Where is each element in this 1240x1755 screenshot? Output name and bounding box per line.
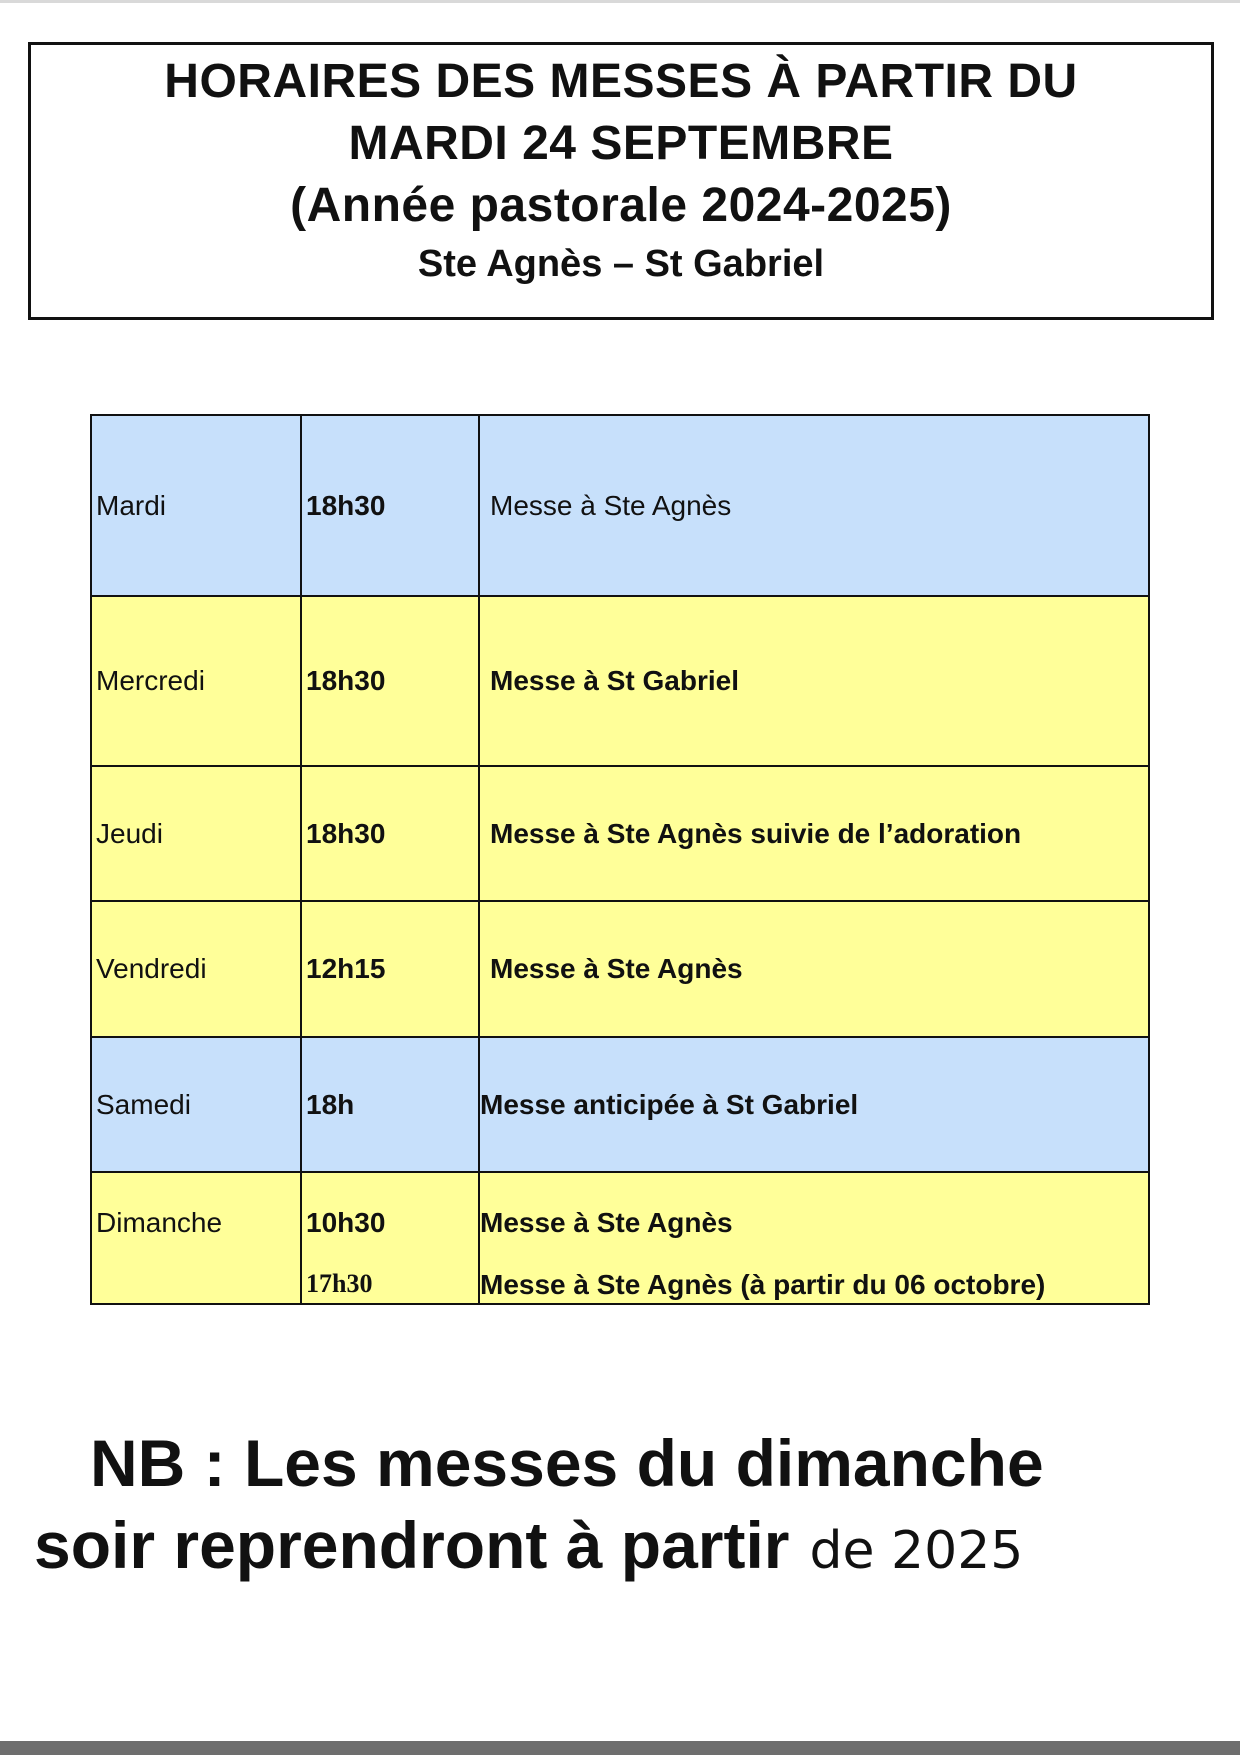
table-row bbox=[91, 1037, 1149, 1172]
description-cell: Messe à St Gabriel bbox=[479, 596, 1149, 766]
description-cell: Messe anticipée à St Gabriel bbox=[479, 1037, 1149, 1172]
table-row bbox=[91, 596, 1149, 766]
note-line-2: soir reprendront à partir bbox=[34, 1508, 790, 1582]
description-cell: Messe à Ste Agnès bbox=[479, 901, 1149, 1037]
parishes-subtitle: Ste Agnès – St Gabriel bbox=[417, 243, 825, 285]
time-cell: 18h bbox=[301, 1037, 479, 1172]
day-cell: Mercredi bbox=[91, 596, 301, 766]
time-cell: 18h30 bbox=[301, 596, 479, 766]
description-line-2: Messe à Ste Agnès (à partir du 06 octobre) bbox=[480, 1269, 1046, 1300]
note bbox=[34, 1422, 1214, 1592]
note-line-1: NB : Les messes du dimanche bbox=[90, 1426, 1044, 1500]
bottom-edge bbox=[0, 1741, 1240, 1755]
time-cell: 18h30 bbox=[301, 766, 479, 901]
description-cell bbox=[479, 1172, 1149, 1304]
day-cell: Dimanche bbox=[91, 1172, 301, 1304]
time-line-2: 17h30 bbox=[306, 1269, 373, 1298]
description-line-1: Messe à Ste Agnès bbox=[480, 1207, 733, 1238]
day-cell: Jeudi bbox=[91, 766, 301, 901]
table-row bbox=[91, 1172, 1149, 1304]
day-cell: Mardi bbox=[91, 415, 301, 596]
time-line-1: 10h30 bbox=[306, 1207, 386, 1238]
note-line-2-wrap bbox=[34, 1504, 1214, 1592]
description-cell: Messe à Ste Agnès suivie de l’adoration bbox=[479, 766, 1149, 901]
table-row bbox=[91, 901, 1149, 1037]
table-row bbox=[91, 415, 1149, 596]
title-line-3: (Année pastorale 2024-2025) bbox=[290, 179, 952, 232]
table-row bbox=[91, 766, 1149, 901]
mass-schedule-table bbox=[90, 414, 1150, 1305]
top-edge bbox=[0, 0, 1240, 3]
day-cell: Vendredi bbox=[91, 901, 301, 1037]
time-cell: 18h30 bbox=[301, 415, 479, 596]
time-cell: 12h15 bbox=[301, 901, 479, 1037]
day-cell: Samedi bbox=[91, 1037, 301, 1172]
time-cell bbox=[301, 1172, 479, 1304]
title-line-2: MARDI 24 SEPTEMBRE bbox=[348, 117, 894, 170]
description-cell: Messe à Ste Agnès bbox=[479, 415, 1149, 596]
title-line-1: HORAIRES DES MESSES À PARTIR DU bbox=[164, 55, 1078, 108]
title-box bbox=[28, 42, 1214, 320]
note-year-suffix: de 2025 bbox=[809, 1521, 1024, 1581]
